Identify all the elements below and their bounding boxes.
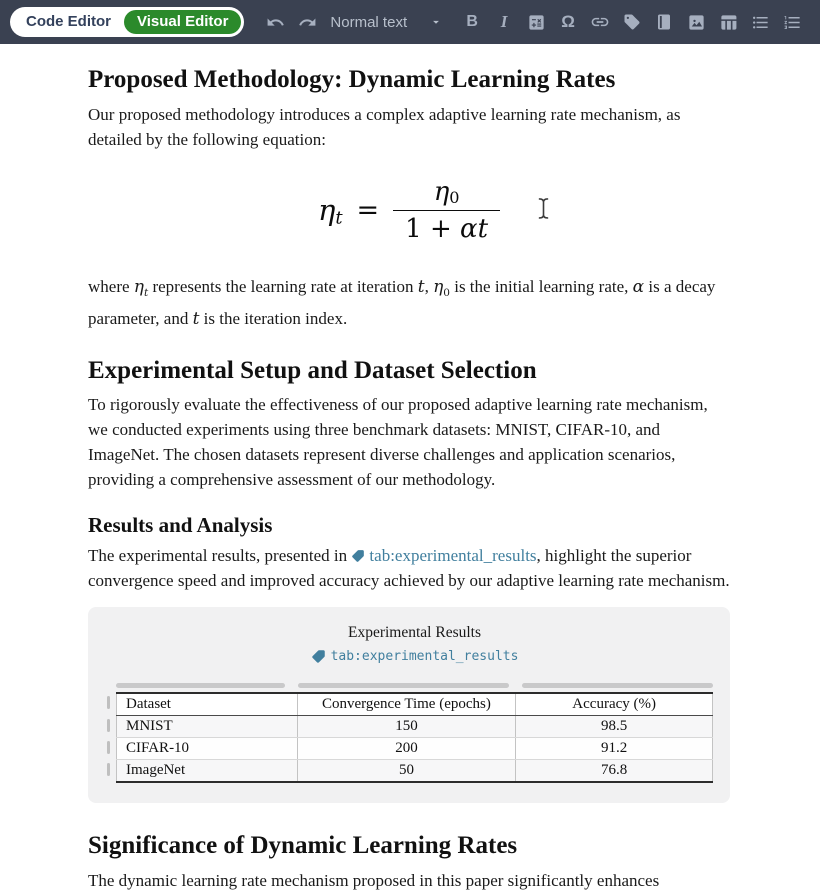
insert-table-button[interactable] (713, 7, 743, 37)
table-row (117, 760, 713, 783)
label-tag-icon (311, 649, 326, 664)
table-environment-card[interactable] (88, 607, 730, 803)
row-handle[interactable] (107, 763, 110, 776)
code-editor-toggle[interactable]: Code Editor (13, 10, 124, 35)
math-calculator-icon (527, 13, 546, 32)
table-cell[interactable]: 76.8 (516, 760, 713, 783)
table-reference-link[interactable]: tab:experimental_results (351, 546, 536, 565)
undo-icon (266, 13, 285, 32)
inline-math-t: t (417, 276, 425, 297)
results-table (116, 692, 713, 783)
inline-math-t2: t (192, 308, 200, 329)
inline-math-alpha: α (632, 276, 645, 297)
insert-link-button[interactable] (585, 7, 615, 37)
redo-button[interactable] (292, 7, 322, 37)
equation-numerator-variable: η (433, 176, 450, 207)
bold-button[interactable]: B (457, 7, 487, 37)
table-cell[interactable]: 91.2 (516, 738, 713, 760)
image-icon (687, 13, 706, 32)
column-handle[interactable] (298, 683, 509, 688)
table-cell[interactable]: 98.5 (516, 716, 713, 738)
equation-denominator-variable: αt (460, 214, 489, 245)
equation-lhs-variable: η (317, 192, 336, 227)
undo-button[interactable] (260, 7, 290, 37)
tag-icon (623, 13, 641, 31)
section-heading-significance: Significance of Dynamic Learning Rates (88, 832, 518, 860)
header-cell-accuracy[interactable]: Accuracy (%) (516, 693, 713, 716)
equation-denominator-constant: 1 + (405, 214, 461, 245)
inline-math-eta-t: $\eta_t$ (133, 276, 149, 299)
table-row (117, 716, 713, 738)
table-cell[interactable]: 150 (297, 716, 516, 738)
equation-equals-sign: = (356, 195, 380, 226)
row-handle[interactable] (107, 719, 110, 732)
paragraph-style-value: Normal text (330, 13, 408, 31)
section-heading-setup: Experimental Setup and Dataset Selection (88, 356, 537, 384)
table-cell[interactable]: 200 (297, 738, 516, 760)
table-label-chip[interactable] (116, 649, 713, 664)
table-cell[interactable]: CIFAR-10 (117, 738, 298, 760)
row-handle[interactable] (107, 741, 110, 754)
where-text: where (88, 276, 134, 296)
paragraph-style-dropdown[interactable] (324, 14, 451, 31)
table-caption[interactable]: Experimental Results (347, 624, 481, 642)
paragraph-where: where $\eta_t$ represents the learning rate at iteration t, $\eta_0$ is the initial learning rate, α is a decay parameter, and t is the iteration index. (88, 276, 716, 329)
row-handle[interactable] (107, 696, 110, 709)
insert-figure-button[interactable] (681, 7, 711, 37)
table-zone (116, 683, 713, 783)
link-icon (590, 12, 610, 32)
numbered-list-icon (783, 13, 802, 32)
paragraph-significance: The dynamic learning rate mechanism proposed in this paper significantly enhances (88, 870, 660, 890)
redo-icon (298, 13, 317, 32)
bullet-list-icon (751, 13, 770, 32)
insert-symbol-button[interactable]: Ω (553, 7, 583, 37)
header-cell-convergence[interactable]: Convergence Time (epochs) (297, 693, 516, 716)
column-handle[interactable] (116, 683, 285, 688)
table-cell[interactable]: ImageNet (117, 760, 298, 783)
editor-canvas[interactable] (0, 44, 820, 890)
section-heading-methodology: Proposed Methodology: Dynamic Learning Rates (88, 66, 616, 93)
visual-editor-toggle[interactable]: Visual Editor (124, 10, 241, 35)
insert-citation-button[interactable] (649, 7, 679, 37)
paragraph-setup: To rigorously evaluate the effectiveness of our proposed adaptive learning rate mechanism, we conducted experiments using three benchmark datasets: MNIST, CIFAR-10, and ImageNet. The chosen datasets represent diverse challenges and application scenarios, providing a comprehensive assessment of our methodology. (88, 395, 708, 489)
subsection-heading-results: Results and Analysis (88, 513, 273, 537)
table-icon (719, 13, 738, 32)
column-handles (116, 683, 713, 688)
equation-fraction (393, 177, 500, 244)
display-equation[interactable] (88, 170, 730, 252)
header-cell-dataset[interactable]: Dataset (117, 693, 298, 716)
table-header-row (117, 693, 713, 716)
italic-button[interactable]: I (489, 7, 519, 37)
table-row (117, 738, 713, 760)
column-handle[interactable] (522, 683, 713, 688)
insert-math-button[interactable] (521, 7, 551, 37)
table-cell[interactable]: MNIST (117, 716, 298, 738)
table-cell[interactable]: 50 (297, 760, 516, 783)
paragraph-results: The experimental results, presented in tab:experimental_results, highlight the superior convergence speed and improved accuracy achieved by our adaptive learning rate mechanism. (88, 546, 730, 591)
paragraph-intro: Our proposed methodology introduces a complex adaptive learning rate mechanism, as detailed by the following equation: (88, 104, 681, 149)
bullet-list-button[interactable] (745, 7, 775, 37)
label-tag-icon (351, 546, 369, 565)
table-label-text: tab:experimental_results (330, 649, 519, 665)
inline-math-eta-0: $\eta_0$ (433, 276, 450, 299)
insert-label-button[interactable] (617, 7, 647, 37)
equation-numerator-subscript: 0 (449, 188, 460, 208)
i-beam-cursor-icon (537, 196, 550, 223)
numbered-list-button[interactable] (777, 7, 807, 37)
book-icon (655, 13, 673, 31)
editor-mode-toggle (10, 7, 244, 38)
editor-toolbar (0, 0, 820, 44)
equation-lhs-subscript: t (335, 207, 343, 229)
chevron-down-icon (429, 15, 443, 29)
